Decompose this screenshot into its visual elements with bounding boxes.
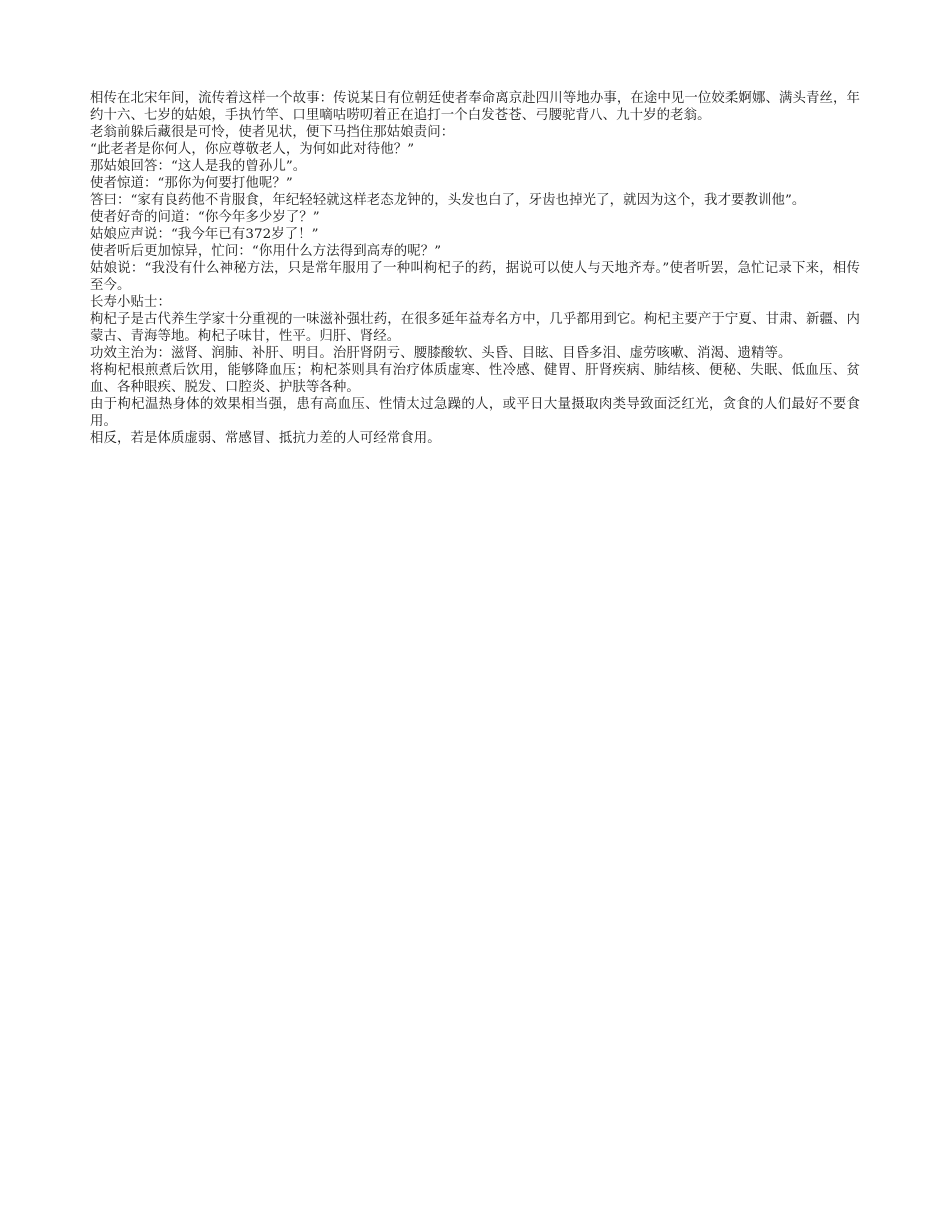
paragraph: 老翁前躲后藏很是可怜，使者见状，便下马挡住那姑娘责问： (90, 125, 455, 140)
paragraph: 相传在北宋年间，流传着这样一个故事：传说某日有位朝廷使者奉命离京赴四川等地办事，在途中见一位姣柔婀娜、满头青丝，年约十六、七岁的姑娘，手执竹竿、口里嘀咕唠叨着正在追打一个白发苍苍、弓腰驼背八、九十岁的老翁。 (90, 91, 860, 123)
paragraph: “此老者是你何人，你应尊敬老人，为何如此对待他？” (90, 142, 415, 157)
paragraph: 那姑娘回答：“这人是我的曾孙儿”。 (90, 159, 307, 174)
paragraph: 使者好奇的问道：“你今年多少岁了？” (90, 210, 320, 225)
paragraph: 答曰：“家有良药他不肯服食，年纪轻轻就这样老态龙钟的，头发也白了，牙齿也掉光了，就因为这个，我才要教训他”。 (90, 193, 806, 208)
paragraph: 相反，若是体质虚弱、常感冒、抵抗力差的人可经常食用。 (90, 431, 441, 446)
paragraph: 将枸杞根煎煮后饮用，能够降血压；枸杞茶则具有治疗体质虚寒、性冷感、健胃、肝肾疾病、肺结核、便秘、失眠、低血压、贫血、各种眼疾、脱发、口腔炎、护肤等各种。 (90, 363, 860, 395)
paragraph: 枸杞子是古代养生学家十分重视的一味滋补强壮药，在很多延年益寿名方中，几乎都用到它。枸杞主要产于宁夏、甘肃、新疆、内蒙古、青海等地。枸杞子味甘，性平。归肝、肾经。 (90, 312, 860, 344)
paragraph: 姑娘应声说：“我今年已有372岁了！” (90, 227, 319, 242)
paragraph: 使者惊道：“那你为何要打他呢？” (90, 176, 293, 191)
section-heading: 长寿小贴士： (90, 295, 171, 310)
paragraph: 功效主治为：滋肾、润肺、补肝、明目。治肝肾阴亏、腰膝酸软、头昏、目眩、目昏多泪、虚劳咳嗽、消渴、遗精等。 (90, 346, 792, 361)
paragraph: 由于枸杞温热身体的效果相当强，患有高血压、性情太过急躁的人，或平日大量摄取肉类导致面泛红光，贪食的人们最好不要食用。 (90, 397, 860, 429)
paragraph: 姑娘说：“我没有什么神秘方法，只是常年服用了一种叫枸杞子的药，据说可以使人与天地齐寿。”使者听罢，急忙记录下来，相传至今。 (90, 261, 860, 293)
paragraph: 使者听后更加惊异，忙问：“你用什么方法得到高寿的呢？” (90, 244, 442, 259)
document-body (90, 90, 860, 447)
